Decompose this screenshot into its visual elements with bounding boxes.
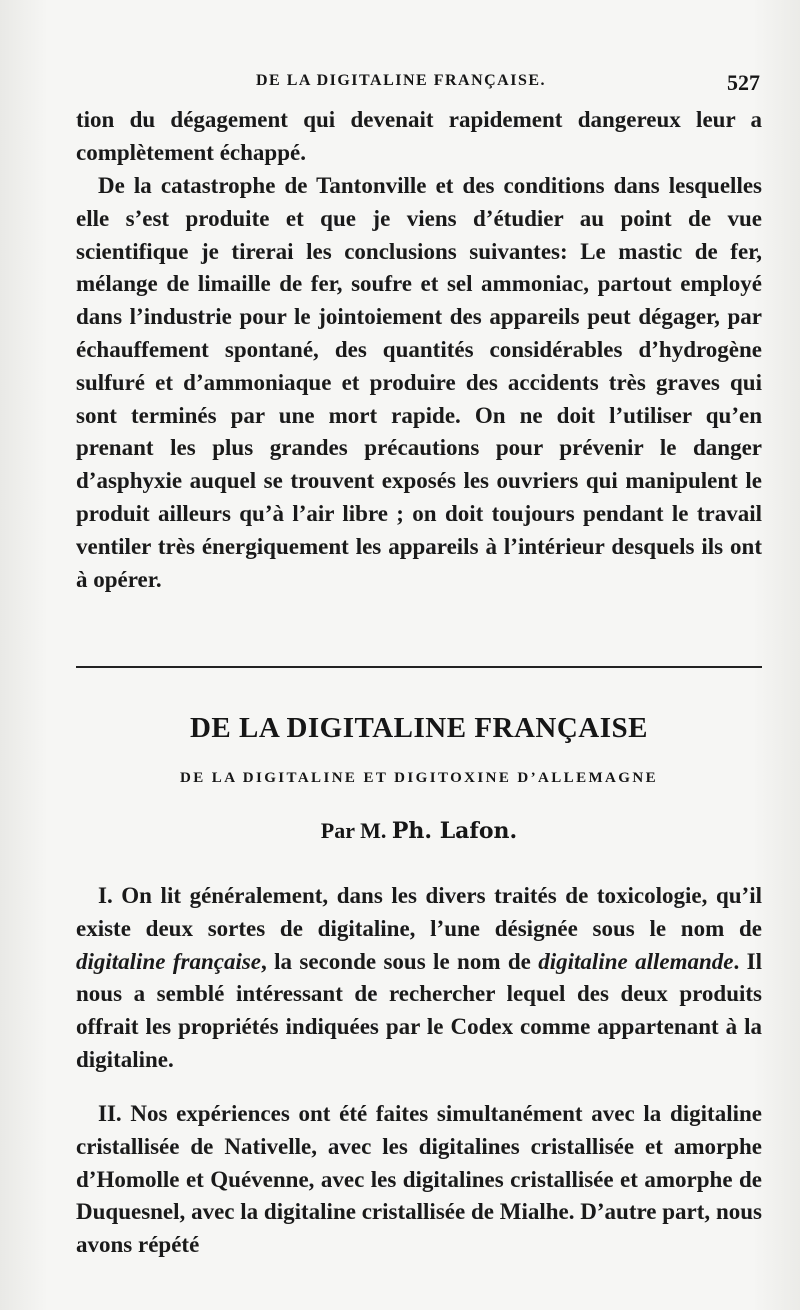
para3-text-c: . Il nous a semblé intéressant de rechercher lequel des deux produits offrait les propriétés indiquées par le Codex comme appartenant à la digitaline. [76,948,762,1072]
running-title: DE LA DIGITALINE FRANÇAISE. [256,72,547,89]
para3-emphasis-german: digitaline allemande [538,948,734,974]
paragraph-conclusions: De la catastrophe de Tantonville et des conditions dans lesquelles elle s’est produite et que je viens d’étudier au point de vue scientifique je tirerai les conclusions suivantes: Le mastic de fer, mélange de limaille de fer, soufre et sel ammoniac, partout employé dans l’industrie pour le jointoiement des appareils peut dégager, par échauffement spontané, des quantités considérables d’hydrogène sulfuré et d’ammoniaque et produire des accidents très graves qui sont terminés par une mort rapide. On ne doit l’utiliser qu’en prenant les plus grandes précautions pour prévenir le danger d’asphyxie auquel se trouvent exposés les ouvriers qui manipulent le produit ailleurs qu’à l’air libre ; on doit toujours pendant le travail ventiler très énergiquement les appareils à l’intérieur desquels ils ont à opérer. [76,173,762,592]
article-byline [76,818,762,844]
paragraph-section-one [76,880,762,1077]
article-title: DE LA DIGITALINE FRANÇAISE [189,712,649,744]
section-divider [76,666,762,668]
para3-text-a: I. On lit généralement, dans les divers traités de toxicologie, qu’il existe deux sortes de digitaline, l’une désignée sous le nom de [76,883,762,941]
para3-text-b: , la seconde sous le nom de [261,948,539,974]
para3-emphasis-french: digitaline française [76,948,261,974]
running-header [76,72,760,98]
page-number: 527 [727,70,760,95]
paragraph-continuation: tion du dégagement qui devenait rapidement dangereux leur a complètement échappé. [76,107,762,165]
article-subtitle: DE LA DIGITALINE ET DIGITOXINE D’ALLEMAGNE [180,770,658,786]
byline-author: Ph. Lafon. [391,818,518,844]
byline-prefix: Par M. [320,818,392,843]
paragraph-section-two: II. Nos expériences ont été faites simultanément avec la digitaline cristallisée de Nativelle, avec les digitalines cristallisée et amorphe d’Homolle et Quévenne, avec les digitalines cristallisée et amorphe de Duquesnel, avec la digitaline cristallisée de Mialhe. D’autre part, nous avons répété [76,1101,762,1258]
